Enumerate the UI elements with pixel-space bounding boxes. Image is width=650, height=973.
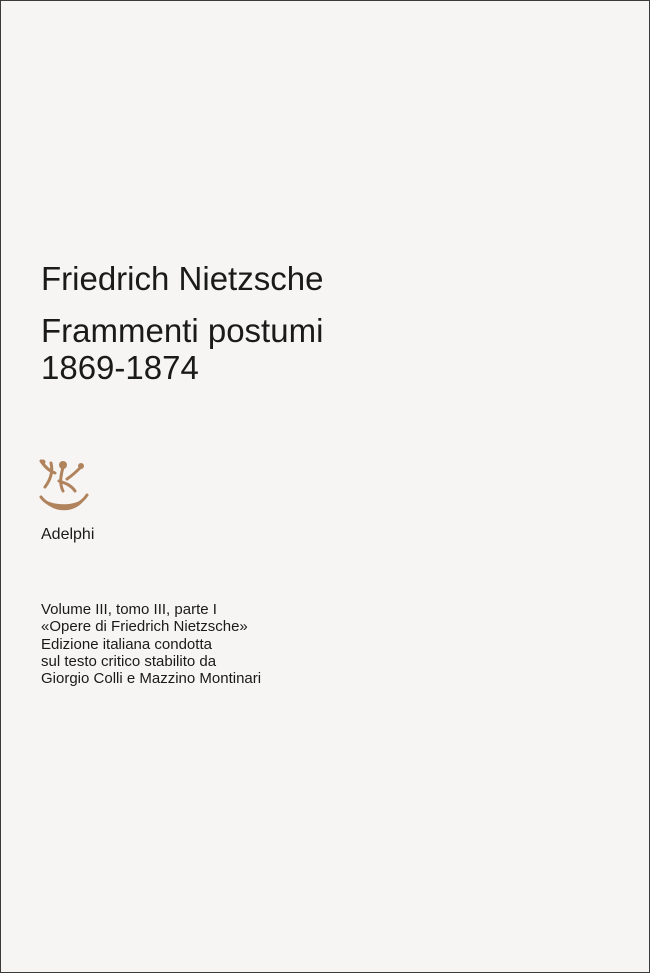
detail-line: Volume III, tomo III, parte I [41, 601, 217, 618]
detail-line: Edizione italiana condotta [41, 635, 212, 653]
detail-line: Giorgio Colli e Mazzino Montinari [41, 670, 262, 688]
edition-details [41, 601, 261, 687]
adelphi-logo-icon [37, 457, 91, 515]
detail-line: sul testo critico stabilito da [41, 652, 217, 670]
title-line-1: Frammenti postumi [41, 312, 324, 349]
title-line-2: 1869-1874 [41, 349, 199, 386]
author-name: Friedrich Nietzsche [41, 260, 324, 297]
book-title [41, 312, 323, 386]
publisher-name: Adelphi [41, 526, 95, 543]
detail-line: «Opere di Friedrich Nietzsche» [41, 618, 248, 636]
